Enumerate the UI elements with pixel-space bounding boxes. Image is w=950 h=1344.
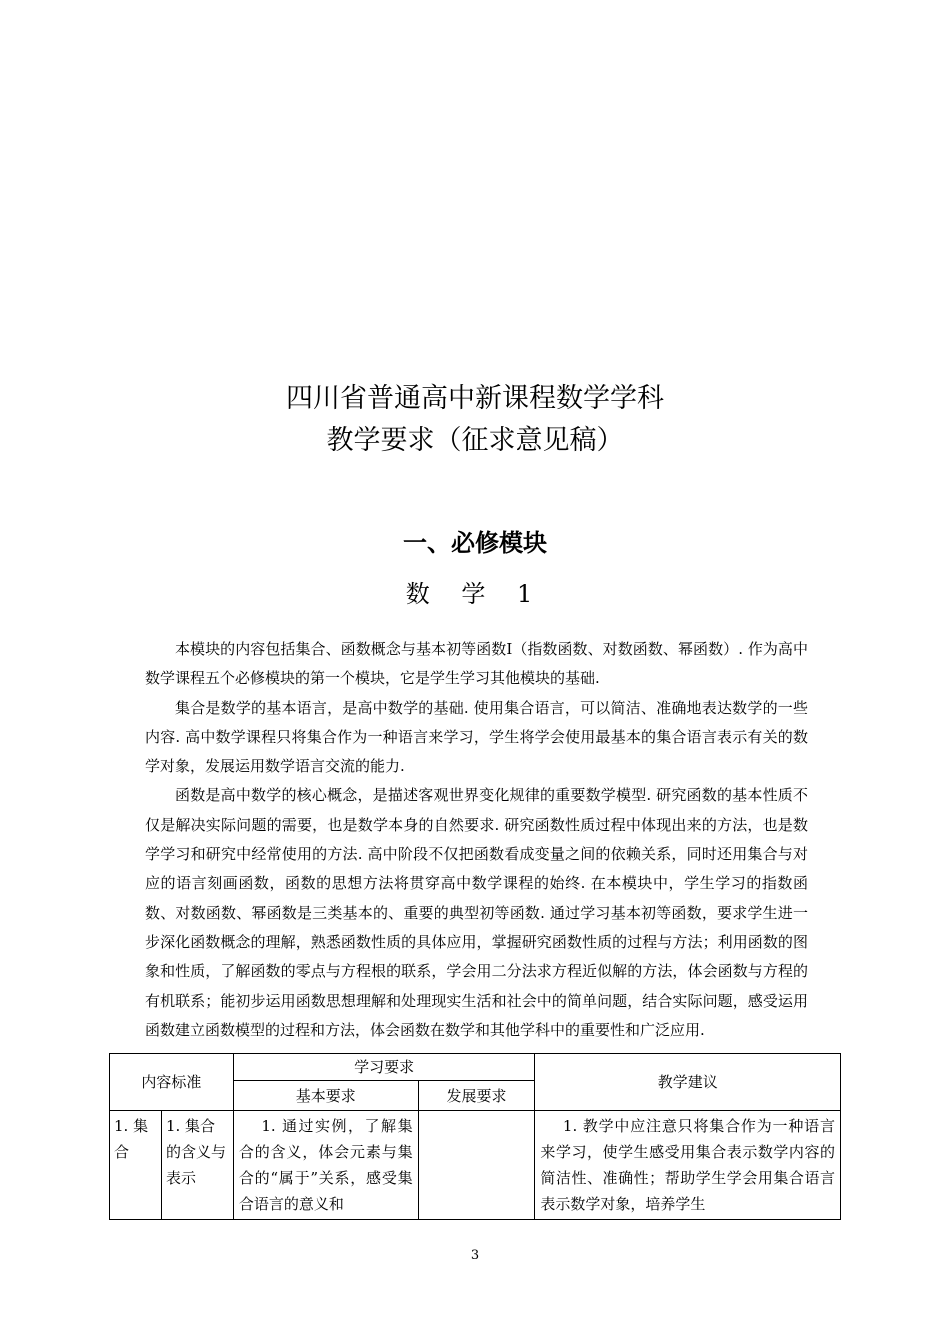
cell-subtopic: 1. 集合的含义与表示: [161, 1111, 233, 1220]
page-number: 3: [470, 1248, 480, 1263]
table-row: [110, 1111, 841, 1220]
document-title-line1: 四川省普通高中新课程数学学科: [286, 383, 664, 414]
requirements-table: [109, 1053, 841, 1220]
teaching-advice-text: 1. 教学中应注意只将集合作为一种语言来学习，使学生感受用集合表示数学内容的简洁性、准确性；帮助学生学会用集合语言表示数学对象，培养学生: [540, 1117, 835, 1213]
subject-heading: 数 学 1: [405, 580, 545, 608]
document-title-line2: 教学要求（征求意见稿）: [326, 425, 624, 456]
cell-topic: 1. 集合: [110, 1111, 162, 1220]
paragraph-intro: 本模块的内容包括集合、函数概念与基本初等函数Ⅰ（指数函数、对数函数、幂函数）. 作为高中数学课程五个必修模块的第一个模块，它是学生学习其他模块的基础.: [145, 640, 808, 688]
cell-development-requirement: [418, 1111, 535, 1220]
header-learning-requirements: 学习要求: [233, 1054, 535, 1081]
paragraph-sets: 集合是数学的基本语言，是高中数学的基础. 使用集合语言，可以简洁、准确地表达数学的一些内容. 高中数学课程只将集合作为一种语言来学习，学生将学会使用最基本的集合语言表示有关的数学对象，发展运用数学语言交流的能力.: [145, 698, 808, 776]
header-content-standard: 内容标准: [110, 1054, 234, 1111]
header-development-requirements: 发展要求: [418, 1081, 535, 1111]
header-teaching-advice: 教学建议: [535, 1054, 841, 1111]
paragraph-functions: 函数是高中数学的核心概念，是描述客观世界变化规律的重要数学模型. 研究函数的基本性质不仅是解决实际问题的需要，也是数学本身的自然要求. 研究函数性质过程中体现出来的方法，也是数学学习和研究中经常使用的方法. 高中阶段不仅把函数看成变量之间的依赖关系，同时还用集合与对应的语言刻画函数，函数的思想方法将贯穿高中数学课程的始终. 在本模块中，学生学习的指数函数、对数函数、幂函数是三类基本的、重要的典型初等函数. 通过学习基本初等函数，要求学生进一步深化函数概念的理解，熟悉函数性质的具体应用，掌握研究函数性质的过程与方法；利用函数的图象和性质，了解函数的零点与方程根的联系，学会用二分法求方程近似解的方法，体会函数与方程的有机联系；能初步运用函数思想理解和处理现实生活和社会中的简单问题，结合实际问题，感受运用函数建立函数模型的过程和方法，体会函数在数学和其他学科中的重要性和广泛应用.: [145, 786, 808, 1039]
basic-requirement-text: 1. 通过实例，了解集合的含义，体会元素与集合的“属于”关系，感受集合语言的意义和: [238, 1117, 413, 1213]
section-heading: 一、必修模块: [403, 529, 547, 557]
header-basic-requirements: 基本要求: [233, 1081, 418, 1111]
body-text: [145, 635, 808, 1045]
cell-teaching-advice: [535, 1111, 841, 1220]
cell-basic-requirement: [233, 1111, 418, 1220]
